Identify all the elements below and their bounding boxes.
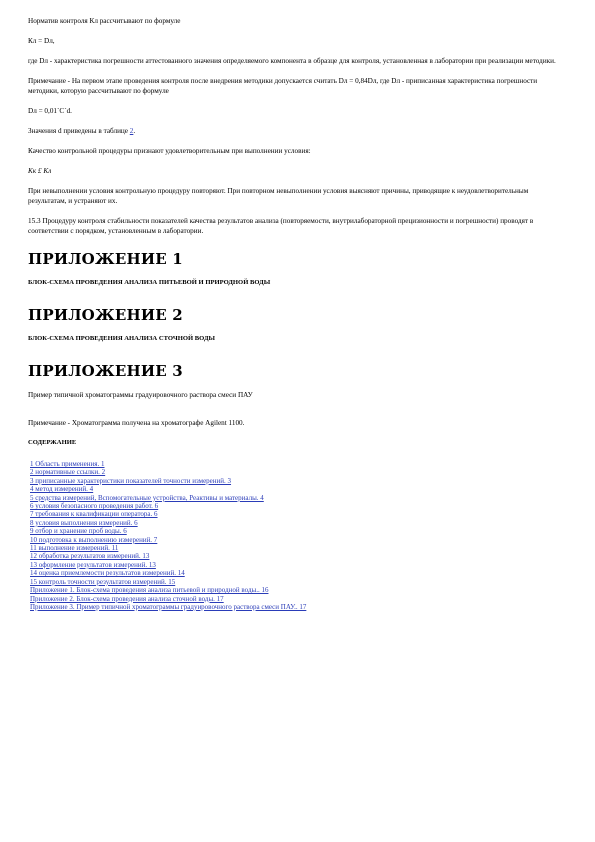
- toc-item: [30, 544, 568, 552]
- paragraph-repeat: При невыполнении условия контрольную процедуру повторяют. При повторном невыполнении условия выясняют причины, приводящие к неудовлетворительным результатам, и устраняют их.: [28, 187, 529, 205]
- toc-link[interactable]: 3 приписанные характеристики показателей точности измерений. 3: [30, 476, 232, 485]
- toc-item: [30, 569, 568, 577]
- toc-link[interactable]: 13 оформление результатов измерений. 13: [30, 560, 156, 569]
- table-ref-prefix: Значения d приведены в таблице: [28, 127, 130, 135]
- toc-title: СОДЕРЖАНИЕ: [28, 439, 77, 446]
- toc-item: [30, 552, 568, 560]
- toc-link[interactable]: 11 выполнение измерений. 11: [30, 544, 119, 553]
- paragraph-note: Примечание - На первом этапе проведения контроля после внедрения методики допускается считать Dл = 0,84Dл, где Dл - приписанная характеристика погрешности методики, которую рассчитывают по формуле: [28, 77, 538, 95]
- toc-item: [30, 578, 568, 586]
- toc-link[interactable]: 15 контроль точности результатов измерений. 15: [30, 577, 176, 586]
- paragraph-condition: Качество контрольной процедуры признают удовлетворительным при выполнении условия:: [28, 147, 311, 155]
- toc-item: [30, 586, 568, 594]
- formula-dl: Dл = 0,01´С´d.: [28, 107, 72, 115]
- table-ref-suffix: .: [133, 127, 136, 135]
- toc-link[interactable]: Приложение 3. Пример типичной хроматограммы градуировочного раствора смеси ПАУ.. 17: [30, 602, 307, 611]
- toc-item: [30, 460, 568, 468]
- toc-item: [30, 494, 568, 502]
- appendix-1-caption: БЛОК-СХЕМА ПРОВЕДЕНИЯ АНАЛИЗА ПИТЬЕВОЙ И ПРИРОДНОЙ ВОДЫ: [28, 279, 271, 286]
- table-link[interactable]: 2: [129, 127, 134, 135]
- paragraph-where: где Dл - характеристика погрешности аттестованного значения определяемого компонента в образце для контроля, установленная в лаборатории при реализации методики.: [28, 57, 556, 65]
- toc-item: [30, 595, 568, 603]
- toc-link[interactable]: 12 обработка результатов измерений. 13: [30, 552, 150, 561]
- toc-link[interactable]: 6 условия безопасного проведения работ. 6: [30, 502, 159, 511]
- paragraph-norm: Норматив контроля Кл рассчитывают по формуле: [28, 17, 181, 25]
- toc-item: [30, 477, 568, 485]
- toc-item: [30, 468, 568, 476]
- toc-item: [30, 519, 568, 527]
- toc-item: [30, 603, 568, 611]
- toc-item: [30, 561, 568, 569]
- appendix-1-title: ПРИЛОЖЕНИЕ 1: [28, 250, 183, 268]
- appendix-2-title: ПРИЛОЖЕНИЕ 2: [28, 306, 183, 324]
- formula-kl: Кл = Dл,: [28, 37, 55, 45]
- toc-link[interactable]: Приложение 1. Блок-схема проведения анализа питьевой и природной воды.. 16: [30, 586, 269, 595]
- toc-link[interactable]: 5 средства измерений, Вспомогательные устройства, Реактивы и материалы. 4: [30, 493, 264, 502]
- table-of-contents: [28, 460, 568, 611]
- toc-item: [30, 527, 568, 535]
- toc-link[interactable]: 10 подготовка к выполнению измерений. 7: [30, 535, 158, 544]
- toc-link[interactable]: 8 условия выполнения измерений. 6: [30, 518, 138, 527]
- toc-link[interactable]: 4 метод измерений. 4: [30, 485, 94, 494]
- toc-link[interactable]: 9 отбор и хранение проб воды. 6: [30, 527, 127, 536]
- appendix-2-caption: БЛОК-СХЕМА ПРОВЕДЕНИЯ АНАЛИЗА СТОЧНОЙ ВОДЫ: [28, 335, 215, 342]
- toc-item: [30, 485, 568, 493]
- appendix-3-title: ПРИЛОЖЕНИЕ 3: [28, 362, 183, 380]
- appendix-3-caption: Пример типичной хроматограммы градуировочного раствора смеси ПАУ: [28, 391, 253, 399]
- toc-item: [30, 536, 568, 544]
- toc-item: [30, 510, 568, 518]
- toc-link[interactable]: 7 требования к квалификации оператора. 6: [30, 510, 158, 519]
- document-page: [28, 16, 568, 611]
- chromatogram-note: Примечание - Хроматограмма получена на хроматографе Agilent 1100.: [28, 419, 245, 427]
- paragraph-table-ref: [28, 126, 568, 136]
- toc-link[interactable]: 1 Область применения. 1: [30, 460, 105, 468]
- toc-link[interactable]: 2 нормативные ссылки. 2: [30, 468, 106, 477]
- toc-item: [30, 502, 568, 510]
- formula-condition: Кк £ Кл: [28, 167, 52, 175]
- paragraph-15-3: 15.3 Процедуру контроля стабильности показателей качества результатов анализа (повторяемости, внутрилабораторной прецизионности и погрешности) проводят в соответствии с порядком, установленным в лаборатории.: [28, 217, 534, 235]
- toc-link[interactable]: 14 оценка приемлемости результатов измерений. 14: [30, 569, 185, 578]
- toc-link[interactable]: Приложение 2. Блок-схема проведения анализа сточной воды. 17: [30, 594, 224, 603]
